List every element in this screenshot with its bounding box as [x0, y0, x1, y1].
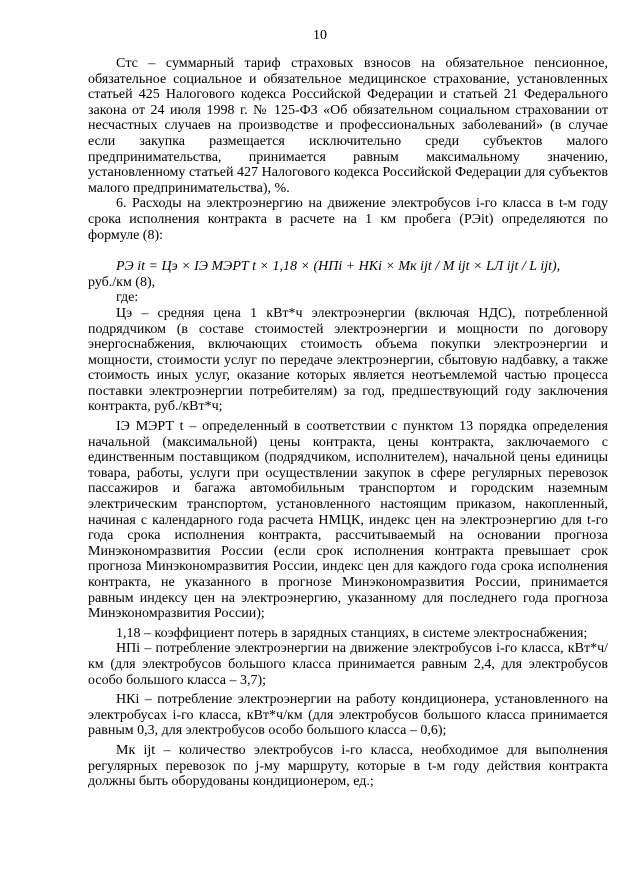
formula-unit: руб./км (8), [88, 274, 156, 290]
formula-8: PЭ it = Цэ × IЭ МЭРТ t × 1,18 × (HПi + HКi × Mк ijt / M ijt × LЛ ijt / L ijt), [116, 259, 561, 275]
paragraph-motion-consumption: HПi – потребление электроэнергии на движение электробусов i-го класса, кВт*ч/км (для электробусов большого класса принимается равным 2,4, для электробусов особо большого класса – 3,7); [88, 641, 608, 688]
paragraph-ac-consumption: HКi – потребление электроэнергии на работу кондиционера, установленного на электробусах i-го класса, кВт*ч/км (для электробусов большого класса принимается равным 0,3, для электробусов особо большого класса – 0,6); [88, 692, 608, 739]
paragraph-price-index: IЭ МЭРТ t – определенный в соответствии с пунктом 13 порядка определения начальной (максимальной) цены контракта, цены контракта, заключаемого с единственным поставщиком (подрядчиком, исполнителем), начальной цены единицы товара, работы, услуги при осуществлении закупок в сфере регулярных перевозок пассажиров и багажа автомобильным транспортом и городским наземным электрическим транспортом, установленного настоящим приказом, накопленный, начиная с календарного года расчета НМЦК, индекс цен на электроэнергию для t-го года срока исполнения контракта, рассчитываемый на основании прогноза Минэкономразвития России (если срок исполнения контракта превышает срок прогноза Минэкономразвития России, индекс цен для каждого года срока исполнения контракта, не указанного в прогнозе Минэкономразвития России, принимается равным индексу цен на электроэнергию, указанному для последнего года прогноза Минэкономразвития России); [88, 419, 608, 622]
paragraph-electricity-price: Цэ – средняя цена 1 кВт*ч электроэнергии (включая НДС), потребленной подрядчиком (в составе стоимостей электроэнергии и мощности по договору энергоснабжения, включающих стоимость объема покупки электроэнергии и мощности, стоимости услуг по передаче электроэнергии, сбытовую надбавку, а также стоимость иных услуг, оказание которых является неотъемлемой частью процесса поставки электроэнергии потребителям) за год, предшествующий году заключения контракта, руб./кВт*ч; [88, 305, 608, 415]
where-label: где: [116, 290, 139, 306]
page-number: 10 [313, 28, 327, 43]
paragraph-electricity-costs: 6. Расходы на электроэнергию на движение электробусов i-го класса в t-м году срока исполнения контракта в расчете на 1 км пробега (PЭit) определяются по формуле (8): [88, 196, 608, 243]
paragraph-loss-coefficient: 1,18 – коэффициент потерь в зарядных станциях, в системе электроснабжения; [116, 625, 588, 641]
paragraph-insurance-tariff: Cтс – суммарный тариф страховых взносов на обязательное пенсионное, обязательное социальное и обязательное медицинское страхование, установленных статьей 425 Налогового кодекса Российской Федерации и статьей 21 Федерального закона от 24 июля 1998 г. № 125-ФЗ «Об обязательном социальном страховании от несчастных случаев на производстве и профессиональных заболеваний» (в случае если закупка размещается исключительно среди субъектов малого предпринимательства, принимается равным максимальному значению, установленному статьей 427 Налогового кодекса Российской Федерации для субъектов малого предпринимательства), %. [88, 56, 608, 196]
paragraph-bus-count: Mк ijt – количество электробусов i-го класса, необходимое для выполнения регулярных перевозок по j-му маршруту, которые в t-м году действия контракта должны быть оборудованы кондиционером, ед.; [88, 742, 608, 790]
document-body [88, 56, 608, 790]
